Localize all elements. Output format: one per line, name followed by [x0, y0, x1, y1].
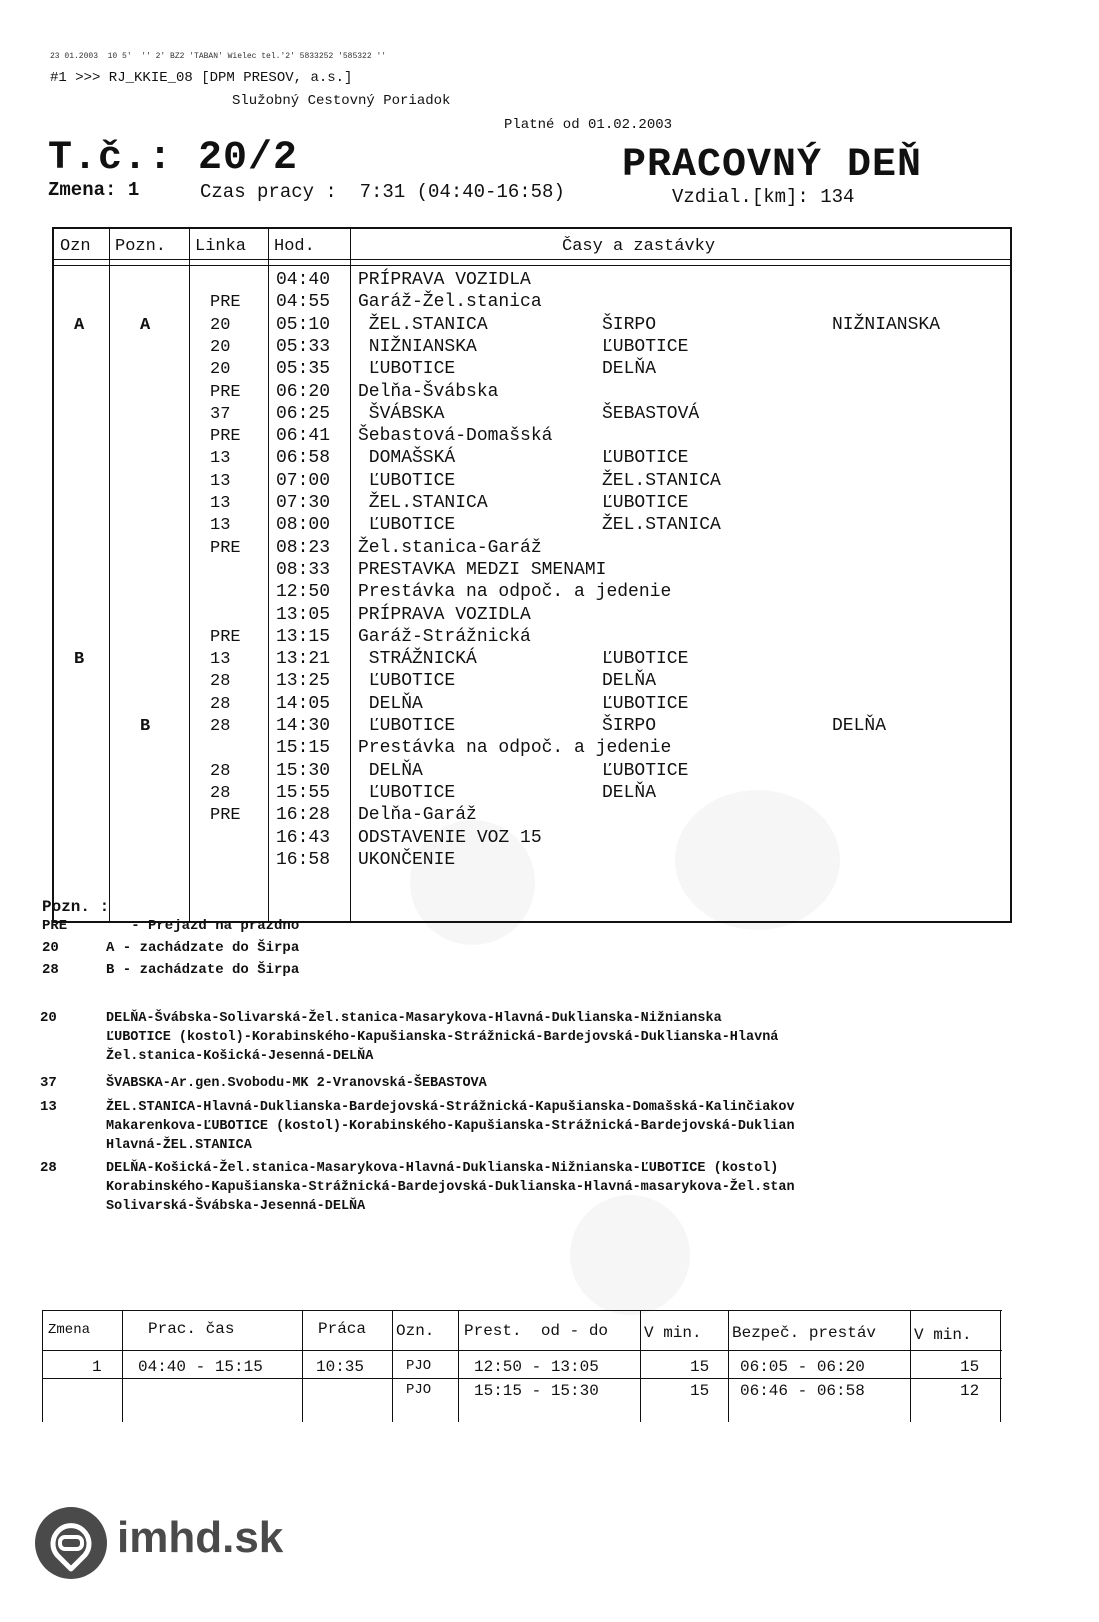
fax-header: 23 01.2003 10 5' '' 2' BZ2 'TABAN' Wielec tel.'2' 5833252 '585322 '': [50, 52, 387, 61]
route-description: Korabinského-Kapušianska-Strážnická-Bardejovská-Duklianska-Hlavná-masarykova-Žel.stan: [106, 1180, 795, 1195]
route-line-number: 37: [40, 1075, 57, 1091]
sum-header-vmin2: V min.: [914, 1326, 972, 1344]
cell-time: 13:15: [276, 626, 331, 647]
watermark-circle: [570, 1195, 690, 1315]
cell-stop-to: ĽUBOTICE: [602, 493, 689, 513]
cell-linka: PRE: [210, 806, 241, 826]
route-description: ŠVABSKA-Ar.gen.Svobodu-MK 2-Vranovská-ŠEBASTOVA: [106, 1076, 487, 1091]
note-text: - Prejazd na prazdno: [106, 918, 300, 934]
note-code: PRE: [42, 918, 68, 934]
cell-stop-to: ŠIRPO: [602, 314, 657, 335]
imhd-logo-icon: [33, 1505, 109, 1587]
cell-time: 06:20: [276, 381, 331, 402]
cell-time: 16:58: [276, 849, 331, 870]
summary-cell-vmin1: 15: [690, 1358, 710, 1376]
cell-stop-to: DELŇA: [602, 782, 657, 803]
summary-cell-praca: 10:35: [316, 1358, 365, 1376]
cell-time: 14:30: [276, 716, 331, 736]
sum-header-praca: Práca: [318, 1320, 367, 1338]
sum-header-prest: Prest. od - do: [464, 1322, 609, 1340]
cell-stop-to: ĽUBOTICE: [602, 693, 689, 714]
cell-time: 07:00: [276, 470, 331, 491]
cell-time: 08:23: [276, 537, 331, 558]
summary-cell-ozn: PJO: [406, 1358, 432, 1374]
summary-cell-bezp: 06:05 - 06:20: [740, 1358, 865, 1376]
work-time: Czas pracy : 7:31 (04:40-16:58): [200, 181, 565, 203]
cell-time: 13:25: [276, 671, 331, 692]
valid-from: Platné od 01.02.2003: [504, 117, 673, 133]
cell-description: Delňa-Garáž: [358, 805, 477, 826]
cell-description: ĽUBOTICE: [358, 470, 456, 491]
cell-description: Delňa-Švábska: [358, 381, 499, 402]
cell-linka: PRE: [210, 382, 241, 402]
summary-cell-prest: 15:15 - 15:30: [474, 1382, 599, 1400]
cell-linka: PRE: [210, 293, 241, 313]
cell-stop-to: DELŇA: [602, 359, 657, 380]
day-type: PRACOVNÝ DEŇ: [622, 143, 923, 188]
header-hod: Hod.: [274, 237, 315, 256]
cell-time: 15:15: [276, 738, 331, 759]
route-description: ĽUBOTICE (kostol)-Korabinského-Kapušianska-Strážnická-Bardejovská-Duklianska-Hlavná: [106, 1030, 779, 1045]
cell-stop-extra: DELŇA: [832, 716, 887, 736]
imhd-logo: [33, 1503, 333, 1589]
note-text: A - zachádzate do Širpa: [106, 940, 300, 956]
cell-description: ŽEL.STANICA: [358, 493, 488, 513]
sum-header-ozn: Ozn.: [396, 1322, 435, 1340]
cell-linka: 13: [210, 494, 231, 513]
cell-linka: 28: [210, 783, 231, 803]
shift-label: Zmena: 1: [48, 179, 140, 201]
cell-time: 04:55: [276, 292, 331, 313]
summary-cell-vmin1: 15: [690, 1382, 710, 1400]
cell-time: 04:40: [276, 270, 331, 290]
header-ozn: Ozn: [60, 237, 91, 256]
note-code: 28: [42, 962, 59, 978]
cell-time: 16:43: [276, 827, 331, 848]
cell-stop-to: ĽUBOTICE: [602, 760, 689, 781]
document-subtitle: Služobný Cestovný Poriadok: [232, 93, 451, 109]
timetable: [52, 227, 1012, 923]
cell-description: Prestávka na odpoč. a jedenie: [358, 738, 672, 759]
cell-linka: 13: [210, 449, 231, 469]
cell-stop-to: ĽUBOTICE: [602, 336, 689, 357]
cell-time: 08:33: [276, 559, 331, 580]
cell-time: 06:58: [276, 448, 331, 469]
cell-description: DOMAŠSKÁ: [358, 448, 456, 469]
cell-stop-to: ŠIRPO: [602, 716, 657, 736]
cell-description: ŠVÁBSKA: [358, 403, 445, 424]
distance: Vzdial.[km]: 134: [672, 186, 855, 208]
cell-pozn: A: [140, 315, 151, 335]
route-description: Makarenkova-ĽUBOTICE (kostol)-Korabinského-Kapušianska-Strážnická-Bardejovská-Duklian: [106, 1119, 795, 1134]
summary-cell-bezp: 06:46 - 06:58: [740, 1382, 865, 1400]
route-description: DELŇA-Košická-Žel.stanica-Masarykova-Hlavná-Duklianska-Nižnianska-ĽUBOTICE (kostol): [106, 1161, 779, 1176]
cell-description: Šebastová-Domašská: [358, 426, 553, 447]
cell-description: ĽUBOTICE: [358, 359, 456, 380]
cell-description: UKONČENIE: [358, 849, 456, 870]
page-title: T.č.: 20/2: [48, 136, 299, 181]
route-line-number: 28: [40, 1160, 57, 1176]
cell-description: PRESTAVKA MEDZI SMENAMI: [358, 559, 607, 580]
cell-description: Garáž-Žel.stanica: [358, 292, 542, 313]
cell-time: 05:10: [276, 314, 331, 335]
cell-linka: PRE: [210, 627, 241, 647]
route-description: Hlavná-ŽEL.STANICA: [106, 1138, 252, 1153]
summary-cell-ozn: PJO: [406, 1382, 432, 1398]
summary-cell-prest: 12:50 - 13:05: [474, 1358, 599, 1376]
cell-time: 06:25: [276, 403, 331, 424]
cell-description: ŽEL.STANICA: [358, 314, 488, 335]
cell-description: ĽUBOTICE: [358, 716, 456, 736]
cell-stop-to: ŽEL.STANICA: [602, 470, 721, 491]
cell-stop-to: ŠEBASTOVÁ: [602, 403, 700, 424]
cell-linka: 13: [210, 650, 231, 670]
cell-linka: 28: [210, 694, 231, 714]
cell-time: 13:05: [276, 604, 331, 625]
cell-time: 07:30: [276, 493, 331, 513]
cell-time: 16:28: [276, 805, 331, 826]
cell-stop-to: ŽEL.STANICA: [602, 515, 721, 536]
sum-header-prac: Prac. čas: [148, 1320, 235, 1338]
cell-linka: 20: [210, 337, 231, 357]
cell-linka: 28: [210, 717, 231, 736]
cell-description: ĽUBOTICE: [358, 671, 456, 692]
cell-stop-to: ĽUBOTICE: [602, 649, 689, 670]
cell-description: Žel.stanica-Garáž: [358, 537, 542, 558]
cell-time: 14:05: [276, 693, 331, 714]
document-id: #1 >>> RJ_KKIE_08 [DPM PRESOV, a.s.]: [50, 70, 353, 86]
cell-time: 05:33: [276, 336, 331, 357]
cell-description: DELŇA: [358, 693, 423, 714]
cell-time: 08:00: [276, 515, 331, 536]
cell-stop-to: ĽUBOTICE: [602, 448, 689, 469]
route-line-number: 20: [40, 1010, 57, 1026]
cell-linka: 20: [210, 315, 231, 335]
route-description: DELŇA-Švábska-Solivarská-Žel.stanica-Masarykova-Hlavná-Duklianska-Nižnianska: [106, 1011, 722, 1026]
cell-ozn: A: [74, 315, 85, 335]
header-linka: Linka: [195, 237, 247, 256]
sum-header-vmin1: V min.: [644, 1324, 702, 1342]
cell-time: 05:35: [276, 359, 331, 380]
header-pozn: Pozn.: [115, 237, 167, 256]
summary-table: [42, 1310, 1037, 1422]
cell-description: PRÍPRAVA VOZIDLA: [358, 604, 531, 625]
cell-description: ĽUBOTICE: [358, 515, 456, 536]
sum-header-bezp: Bezpeč. prestáv: [732, 1324, 877, 1342]
cell-stop-to: DELŇA: [602, 671, 657, 692]
cell-linka: 13: [210, 516, 231, 536]
summary-cell-vmin2: 15: [960, 1358, 980, 1376]
summary-cell-vmin2: 12: [960, 1382, 980, 1400]
note-text: B - zachádzate do Širpa: [106, 962, 300, 978]
cell-pozn: B: [140, 717, 151, 736]
note-code: 20: [42, 940, 59, 956]
route-description: Solivarská-Švábska-Jesenná-DELŇA: [106, 1199, 366, 1214]
cell-linka: PRE: [210, 427, 241, 447]
route-description: ŽEL.STANICA-Hlavná-Duklianska-Bardejovská-Strážnická-Kapušianska-Domašská-Kalinčiakov: [106, 1100, 795, 1115]
cell-description: STRÁŽNICKÁ: [358, 649, 477, 670]
cell-ozn: B: [74, 650, 85, 670]
cell-linka: 20: [210, 360, 231, 380]
route-line-number: 13: [40, 1099, 57, 1115]
summary-cell-zmena: 1: [92, 1358, 102, 1376]
cell-description: PRÍPRAVA VOZIDLA: [358, 270, 531, 290]
cell-description: ODSTAVENIE VOZ 15: [358, 827, 542, 848]
cell-description: Garáž-Strážnická: [358, 626, 531, 647]
cell-linka: PRE: [210, 538, 241, 558]
cell-description: ĽUBOTICE: [358, 782, 456, 803]
cell-description: Prestávka na odpoč. a jedenie: [358, 582, 672, 603]
sum-header-zmena: Zmena: [48, 1322, 91, 1338]
cell-time: 13:21: [276, 649, 331, 670]
header-casy: Časy a zastávky: [562, 237, 716, 256]
cell-time: 15:55: [276, 782, 331, 803]
notes-title: Pozn. :: [42, 898, 110, 916]
cell-time: 06:41: [276, 426, 331, 447]
cell-linka: 28: [210, 672, 231, 692]
logo-text: imhd.sk: [117, 1513, 284, 1562]
cell-time: 15:30: [276, 760, 331, 781]
cell-time: 12:50: [276, 582, 331, 603]
cell-description: NIŽNIANSKA: [358, 336, 477, 357]
cell-description: DELŇA: [358, 760, 423, 781]
cell-linka: 37: [210, 404, 231, 424]
cell-linka: 28: [210, 761, 231, 781]
cell-stop-extra: NIŽNIANSKA: [832, 314, 941, 335]
cell-linka: 13: [210, 471, 231, 491]
summary-cell-prac: 04:40 - 15:15: [138, 1358, 263, 1376]
route-description: Žel.stanica-Košická-Jesenná-DELŇA: [106, 1049, 374, 1064]
